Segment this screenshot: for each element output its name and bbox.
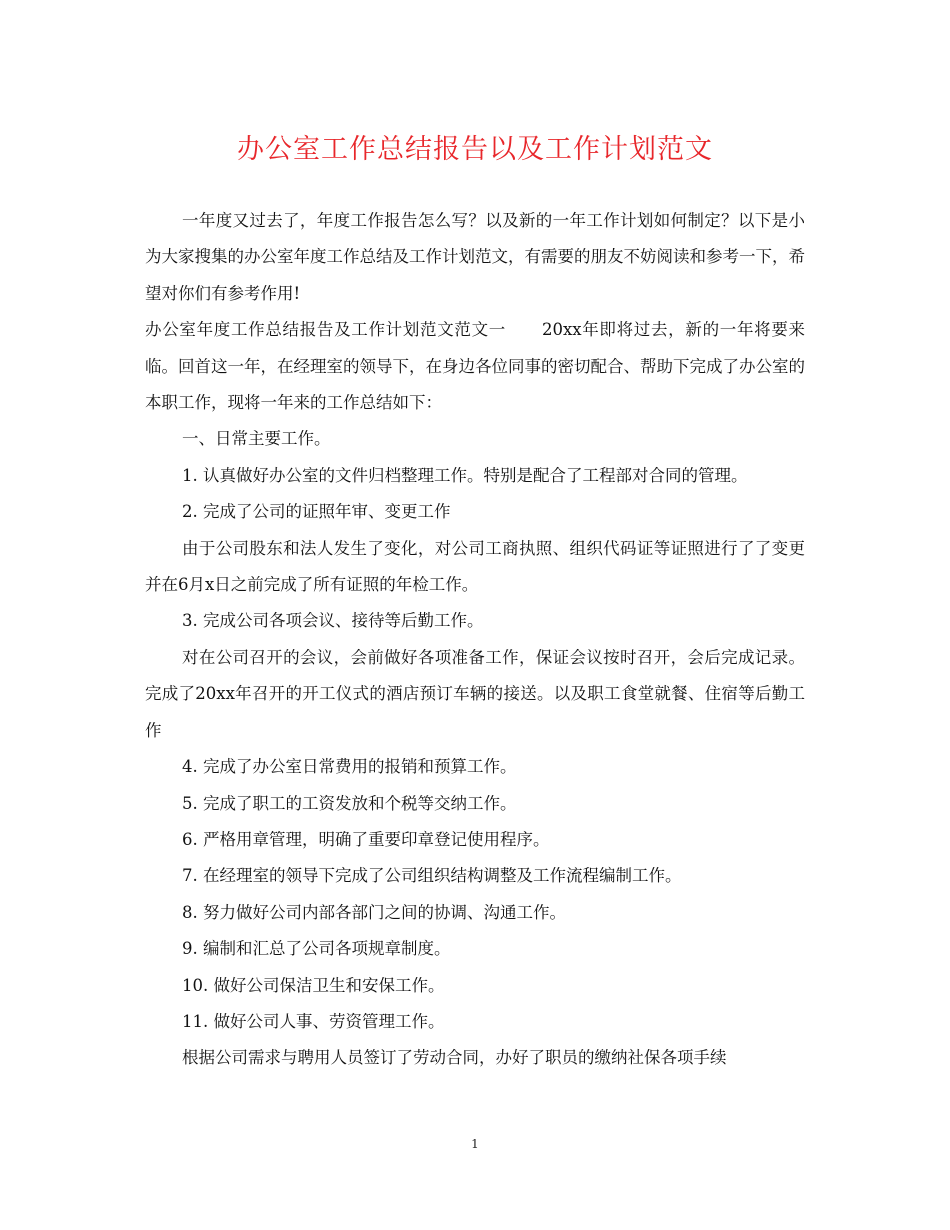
section-heading: 一、日常主要工作。 [182, 429, 331, 449]
list-item: 9. 编制和汇总了公司各项规章制度。 [182, 939, 451, 959]
list-item: 7. 在经理室的领导下完成了公司组织结构调整及工作流程编制工作。 [182, 866, 682, 886]
list-item: 11. 做好公司人事、劳资管理工作。 [182, 1011, 445, 1031]
list-item: 8. 努力做好公司内部各部门之间的协调、沟通工作。 [182, 902, 566, 922]
item-detail: 对在公司召开的会议，会前做好各项准备工作，保证会议按时召开，会后完成记录。完成了20xx年召开的开工仪式的酒店预订车辆的接送。以及职工食堂就餐、住宿等后勤工作 [145, 647, 805, 740]
list-item: 3. 完成公司各项会议、接待等后勤工作。 [182, 611, 484, 631]
sample-opening: 20xx年即将过去，新的一年将要来临。回首这一年，在经理室的领导下，在身边各位同事的密切配合、帮助下完成了办公室的本职工作，现将一年来的工作总结如下： [145, 320, 806, 413]
list-item: 10. 做好公司保洁卫生和安保工作。 [182, 975, 445, 995]
list-item: 6. 严格用章管理，明确了重要印章登记使用程序。 [182, 829, 550, 849]
list-item: 4. 完成了办公室日常费用的报销和预算工作。 [182, 757, 517, 777]
list-item: 2. 完成了公司的证照年审、变更工作 [182, 502, 451, 522]
list-item: 1. 认真做好办公室的文件归档整理工作。特别是配合了工程部对合同的管理。 [182, 465, 748, 485]
sample-paragraph [145, 312, 805, 421]
intro-paragraph: 一年度又过去了，年度工作报告怎么写？以及新的一年工作计划如何制定？以下是小为大家搜集的办公室年度工作总结及工作计划范文，有需要的朋友不妨阅读和参考一下，希望对你们有参考作用! [145, 211, 805, 303]
list-item: 5. 完成了职工的工资发放和个税等交纳工作。 [182, 793, 517, 813]
item-detail: 由于公司股东和法人发生了变化，对公司工商执照、组织代码证等证照进行了了变更并在6月x日之前完成了所有证照的年检工作。 [145, 538, 805, 595]
document-body [145, 203, 805, 1077]
page-number: 1 [471, 1137, 479, 1151]
sample-heading: 办公室年度工作总结报告及工作计划范文范文一 [145, 320, 506, 340]
document-title: 办公室工作总结报告以及工作计划范文 [237, 134, 713, 165]
item-detail: 根据公司需求与聘用人员签订了劳动合同，办好了职员的缴纳社保各项手续 [182, 1048, 727, 1068]
